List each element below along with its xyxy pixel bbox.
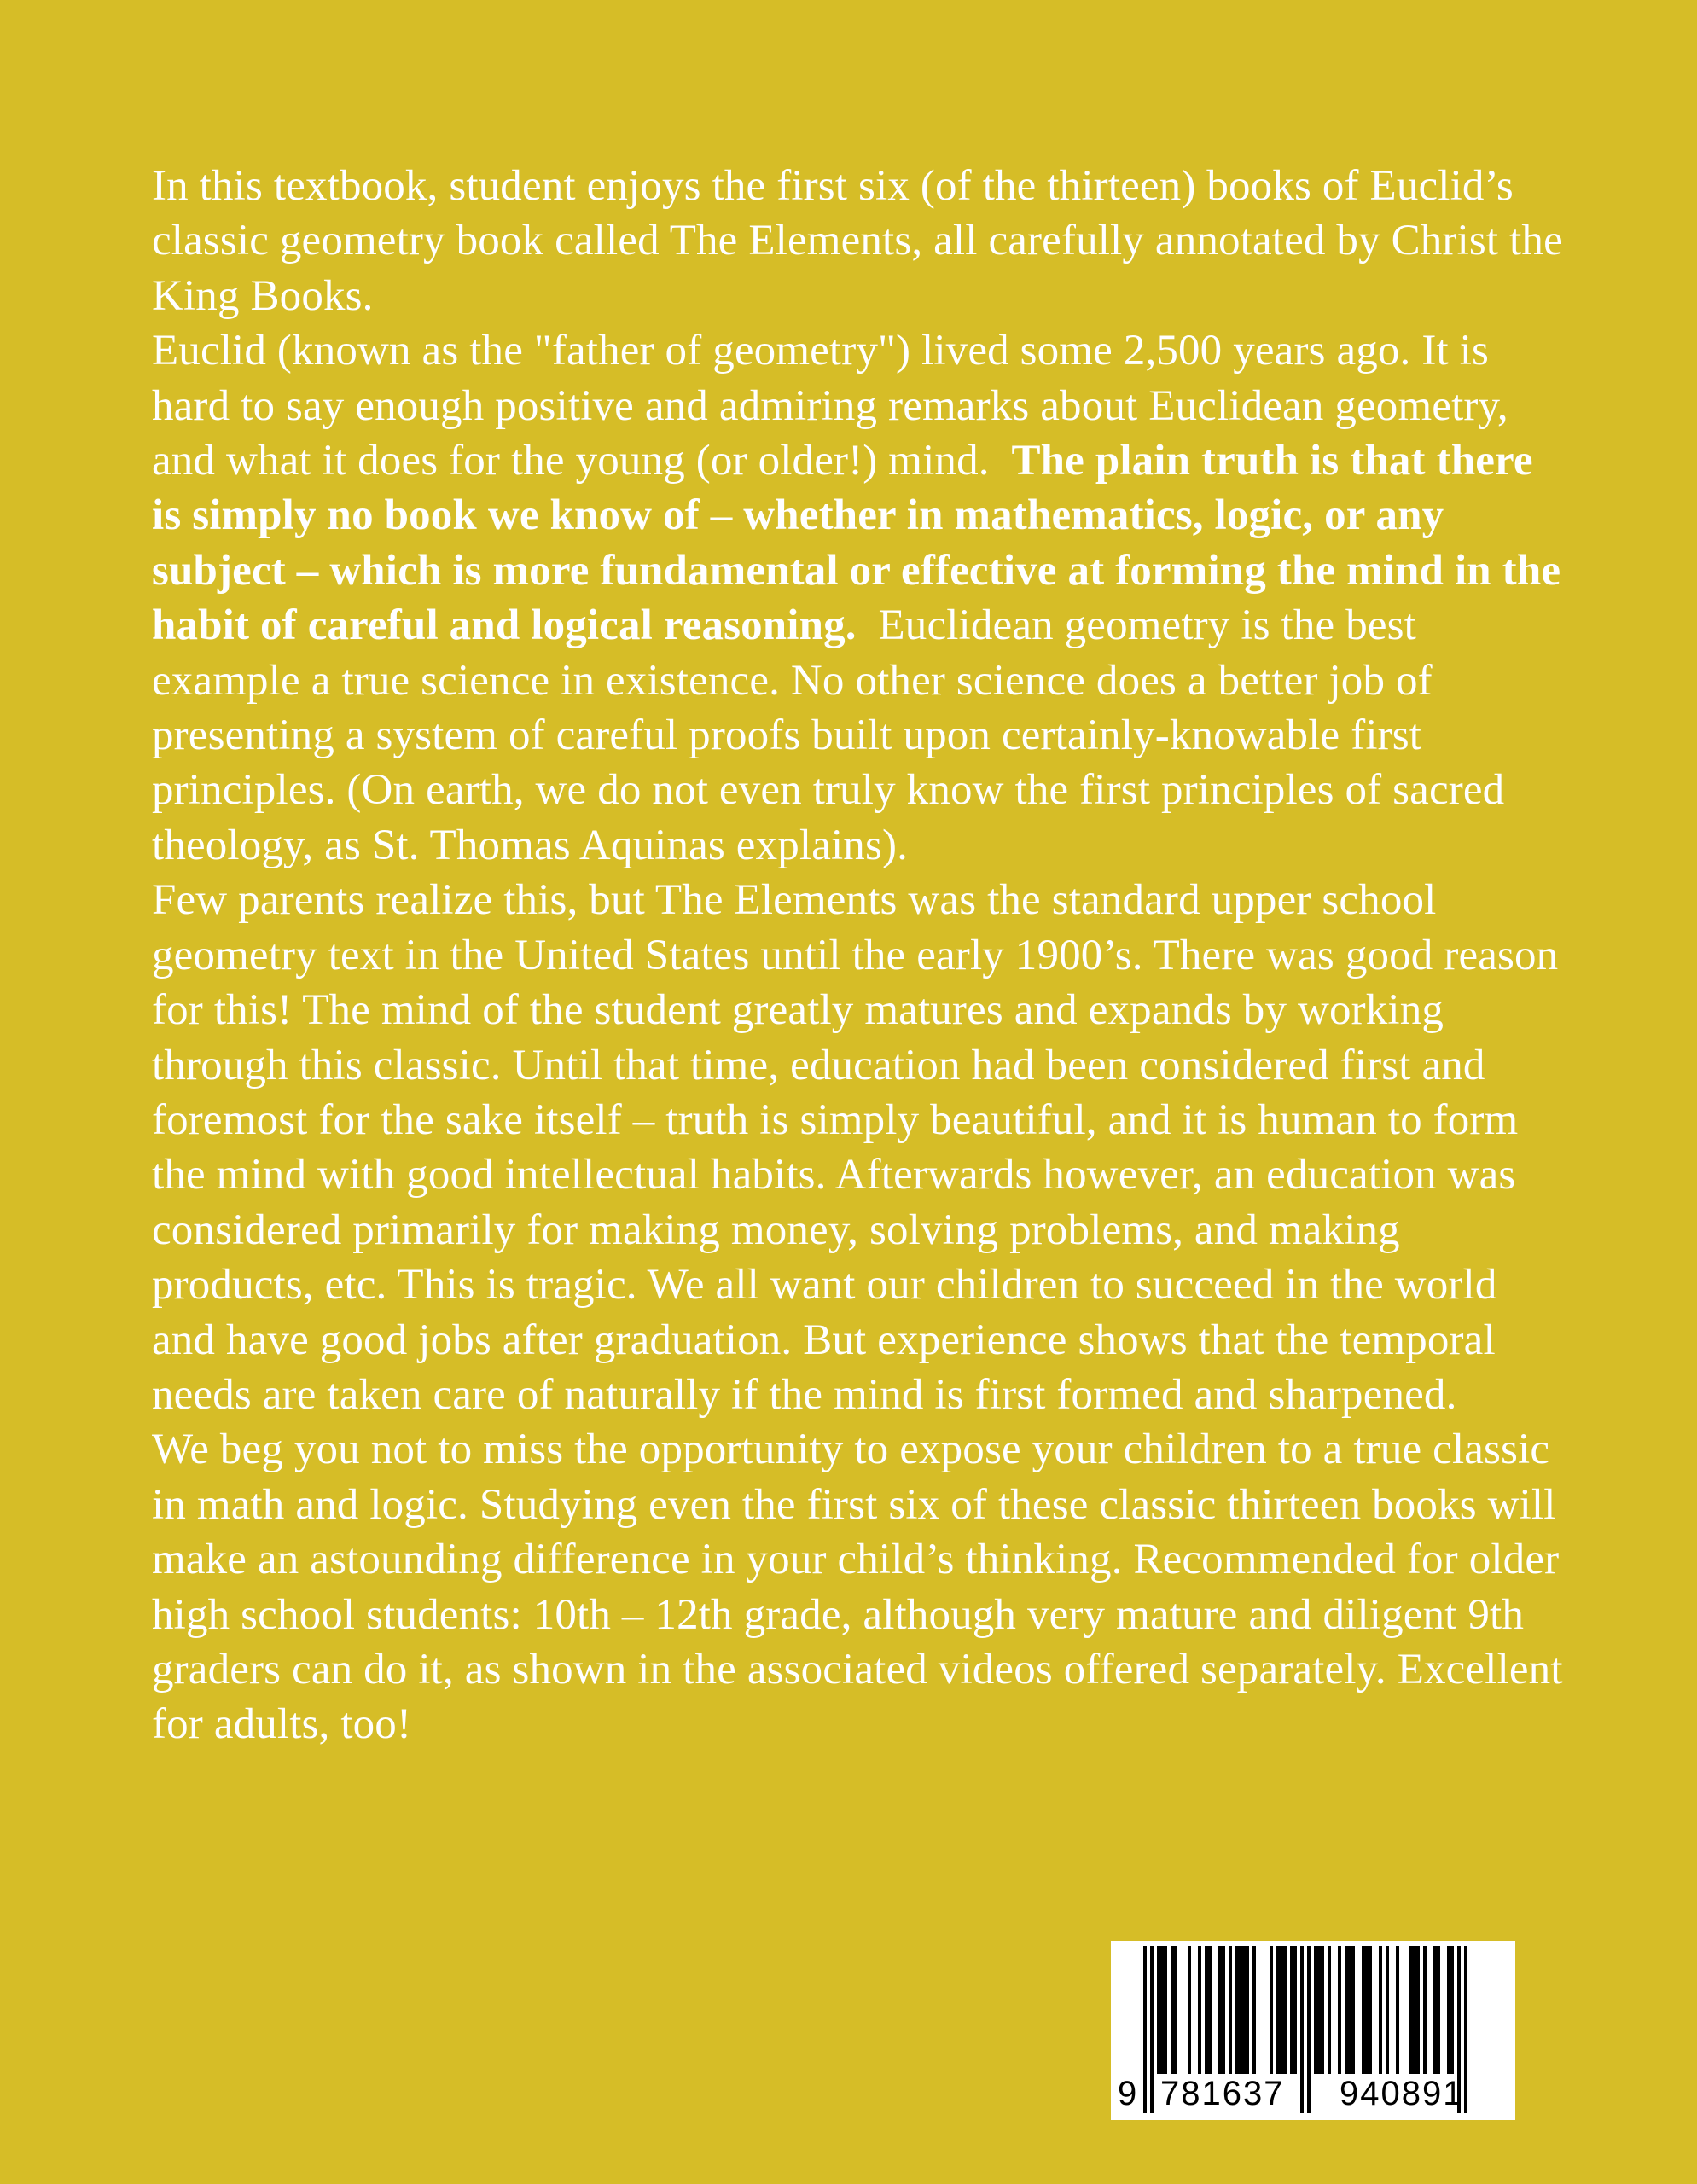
barcode-bar: [1413, 1946, 1416, 2074]
barcode-bar: [1280, 1946, 1283, 2074]
isbn-first-digit: 9: [1118, 2075, 1137, 2112]
barcode-bar: [1409, 1946, 1413, 2074]
barcode-bar: [1174, 1946, 1177, 2074]
blurb-paragraph-3: Few parents realize this, but The Elements was the standard upper school geometry text in the United States until the early 1900’s. There was good reason for this! The mind of the student greatly matures and expands by working through this classic. Until that time, education had been considered first and foremost for the sake itself – truth is simply beautiful, and it is human to form the mind with good intellectual habits. Afterwards however, an education was considered primarily for making money, solving problems, and making products, etc. This is tragic. We all want our children to succeed in the world and have good jobs after graduation. But experience shows that the temporal needs are taken care of naturally if the mind is first formed and sharpened.: [152, 876, 1559, 1419]
barcode-bar: [1345, 1946, 1348, 2074]
barcode-bar: [1157, 1946, 1160, 2074]
blurb-emphasis: The plain truth is that there is simply no book we know of – whether in mathematics, logic, or any subject – which is more fundamental or effective at forming the mind in the habit of careful and logical reasoning.: [152, 437, 1561, 650]
barcode-bar: [1369, 1946, 1372, 2074]
barcode-bar: [1160, 1946, 1164, 2074]
barcode-bar: [1242, 1946, 1246, 2074]
barcode-bar: [1246, 1946, 1249, 2074]
barcode-guard-bar: [1307, 1946, 1311, 2113]
barcode-bar: [1437, 1946, 1440, 2074]
barcode-bar: [1416, 1946, 1420, 2074]
barcode-bar: [1379, 1946, 1382, 2074]
barcode-bar: [1276, 1946, 1280, 2074]
barcode-bar: [1164, 1946, 1167, 2074]
barcode-bar: [1447, 1946, 1450, 2074]
barcode-bar: [1338, 1946, 1341, 2074]
blurb-paragraph-4: We beg you not to miss the opportunity to expose your children to a true classic in math and logic. Studying even the first six of these classic thirteen books will make an astounding difference in your child’s thinking. Recommended for older high school students: 10th – 12th grade, although very mature and diligent 9th graders can do it, as shown in the associated videos offered separately. Excellent for adults, too!: [152, 1426, 1563, 1749]
barcode-bar: [1351, 1946, 1355, 2074]
isbn-right-group: 940891: [1340, 2075, 1464, 2112]
cover-blurb: [152, 159, 1568, 1752]
blurb-paragraph-2: [152, 323, 1568, 873]
barcode-bar: [1386, 1946, 1389, 2074]
barcode-bar: [1396, 1946, 1399, 2074]
barcode-bar: [1283, 1946, 1287, 2074]
blurb-paragraph-2-intro: Euclid (known as the "father of geometry") lived some 2,500 years ago. It is hard to say enough positive and admiring remarks about Euclidean geometry, and what it does for the young (or older!) mind.: [152, 327, 1508, 485]
barcode-bar: [1218, 1946, 1222, 2074]
barcode-bar: [1270, 1946, 1273, 2074]
barcode-bar: [1314, 1946, 1317, 2074]
barcode-bar: [1433, 1946, 1437, 2074]
barcode-bar: [1328, 1946, 1331, 2074]
barcode-bar: [1290, 1946, 1293, 2074]
barcode-guard-bar: [1143, 1946, 1147, 2113]
barcode-bar: [1321, 1946, 1324, 2074]
barcode-bar: [1317, 1946, 1321, 2074]
barcode-bar: [1348, 1946, 1351, 2074]
barcode-bar: [1365, 1946, 1369, 2074]
barcode-bar: [1423, 1946, 1427, 2074]
barcode-bar: [1208, 1946, 1212, 2074]
blurb-paragraph-1: In this textbook, student enjoys the first six (of the thirteen) books of Euclid’s classic geometry book called The Elements, all carefully annotated by Christ the King Books.: [152, 162, 1563, 320]
barcode-bar: [1205, 1946, 1208, 2074]
isbn-left-group: 781637: [1160, 2075, 1285, 2112]
isbn-barcode: [1111, 1941, 1515, 2120]
barcode-bar: [1235, 1946, 1239, 2074]
barcode-bar: [1362, 1946, 1365, 2074]
barcode-bar: [1252, 1946, 1256, 2074]
barcode-guard-bar: [1150, 1946, 1154, 2113]
barcode-bar: [1293, 1946, 1297, 2074]
barcode-bar: [1171, 1946, 1174, 2074]
barcode-guard-bar: [1464, 1946, 1467, 2113]
barcode-bar: [1450, 1946, 1454, 2074]
barcode-bar: [1222, 1946, 1225, 2074]
barcode-bar: [1188, 1946, 1191, 2074]
barcode-bar: [1239, 1946, 1242, 2074]
barcode-bar: [1198, 1946, 1201, 2074]
barcode-guard-bar: [1300, 1946, 1304, 2113]
barcode-bar: [1229, 1946, 1232, 2074]
blurb-paragraph-2-rest: Euclidean geometry is the best example a true science in existence. No other science does a better job of presenting a system of careful proofs built upon certainly-knowable first principles. (On earth, we do not even truly know the first principles of sacred theology, as St. Thomas Aquinas explains).: [152, 601, 1505, 869]
